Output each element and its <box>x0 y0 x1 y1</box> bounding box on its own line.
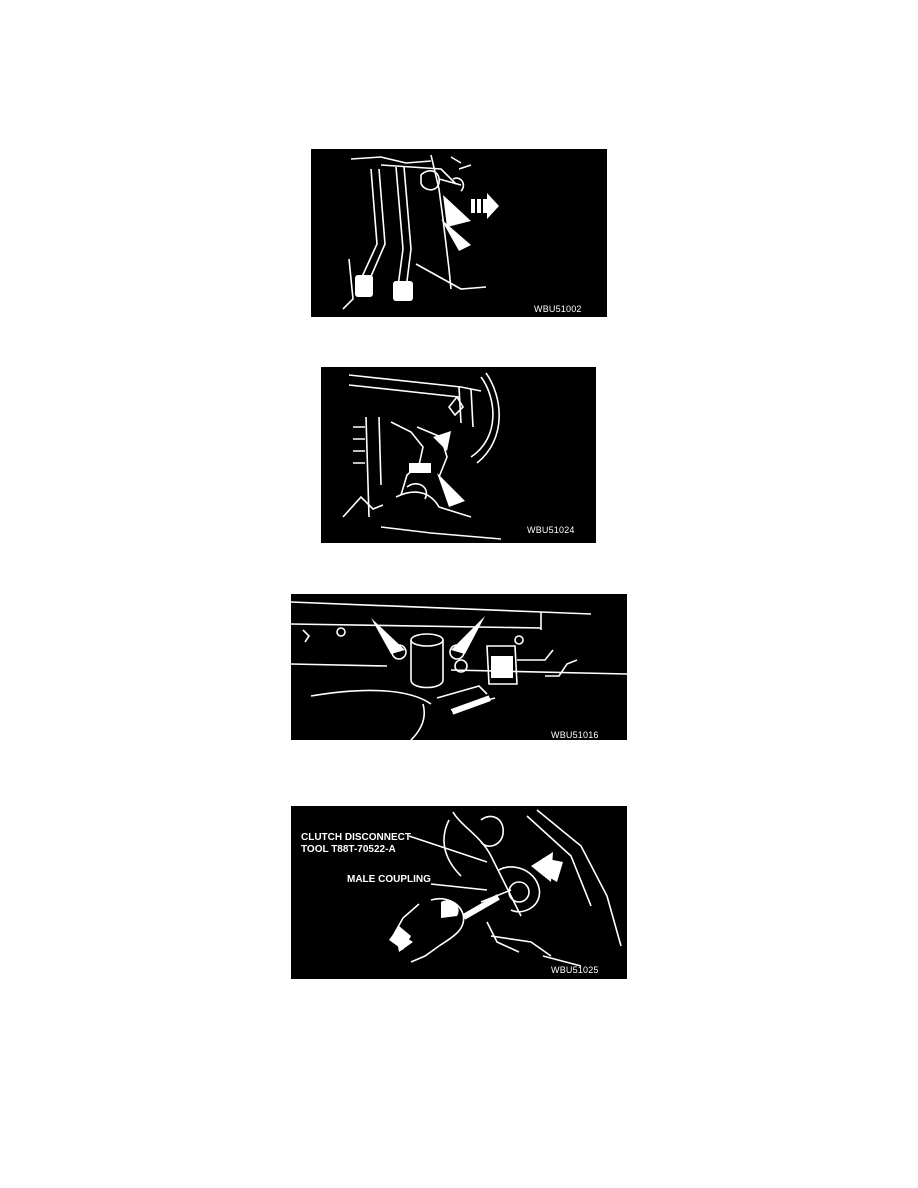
pushrod-line-art <box>321 367 596 543</box>
clutch-pedal-pad <box>355 275 373 297</box>
figure-master-cylinder <box>291 594 627 740</box>
label-tool-number: TOOL T88T-70522-A <box>301 844 396 855</box>
figure-code-1: WBU51002 <box>534 304 582 314</box>
figure-code-4: WBU51025 <box>551 965 599 975</box>
figure-clutch-disconnect <box>291 806 627 979</box>
figure-code-2: WBU51024 <box>527 525 575 535</box>
label-male-coupling: MALE COUPLING <box>347 874 431 885</box>
brake-pedal-pad <box>393 281 413 301</box>
figure-pedal-assembly <box>311 149 607 317</box>
pedal-line-art <box>311 149 607 317</box>
figure-code-3: WBU51016 <box>551 730 599 740</box>
label-clutch-disconnect: CLUTCH DISCONNECT <box>301 832 411 843</box>
figure-pushrod <box>321 367 596 543</box>
master-cylinder-line-art <box>291 594 627 740</box>
